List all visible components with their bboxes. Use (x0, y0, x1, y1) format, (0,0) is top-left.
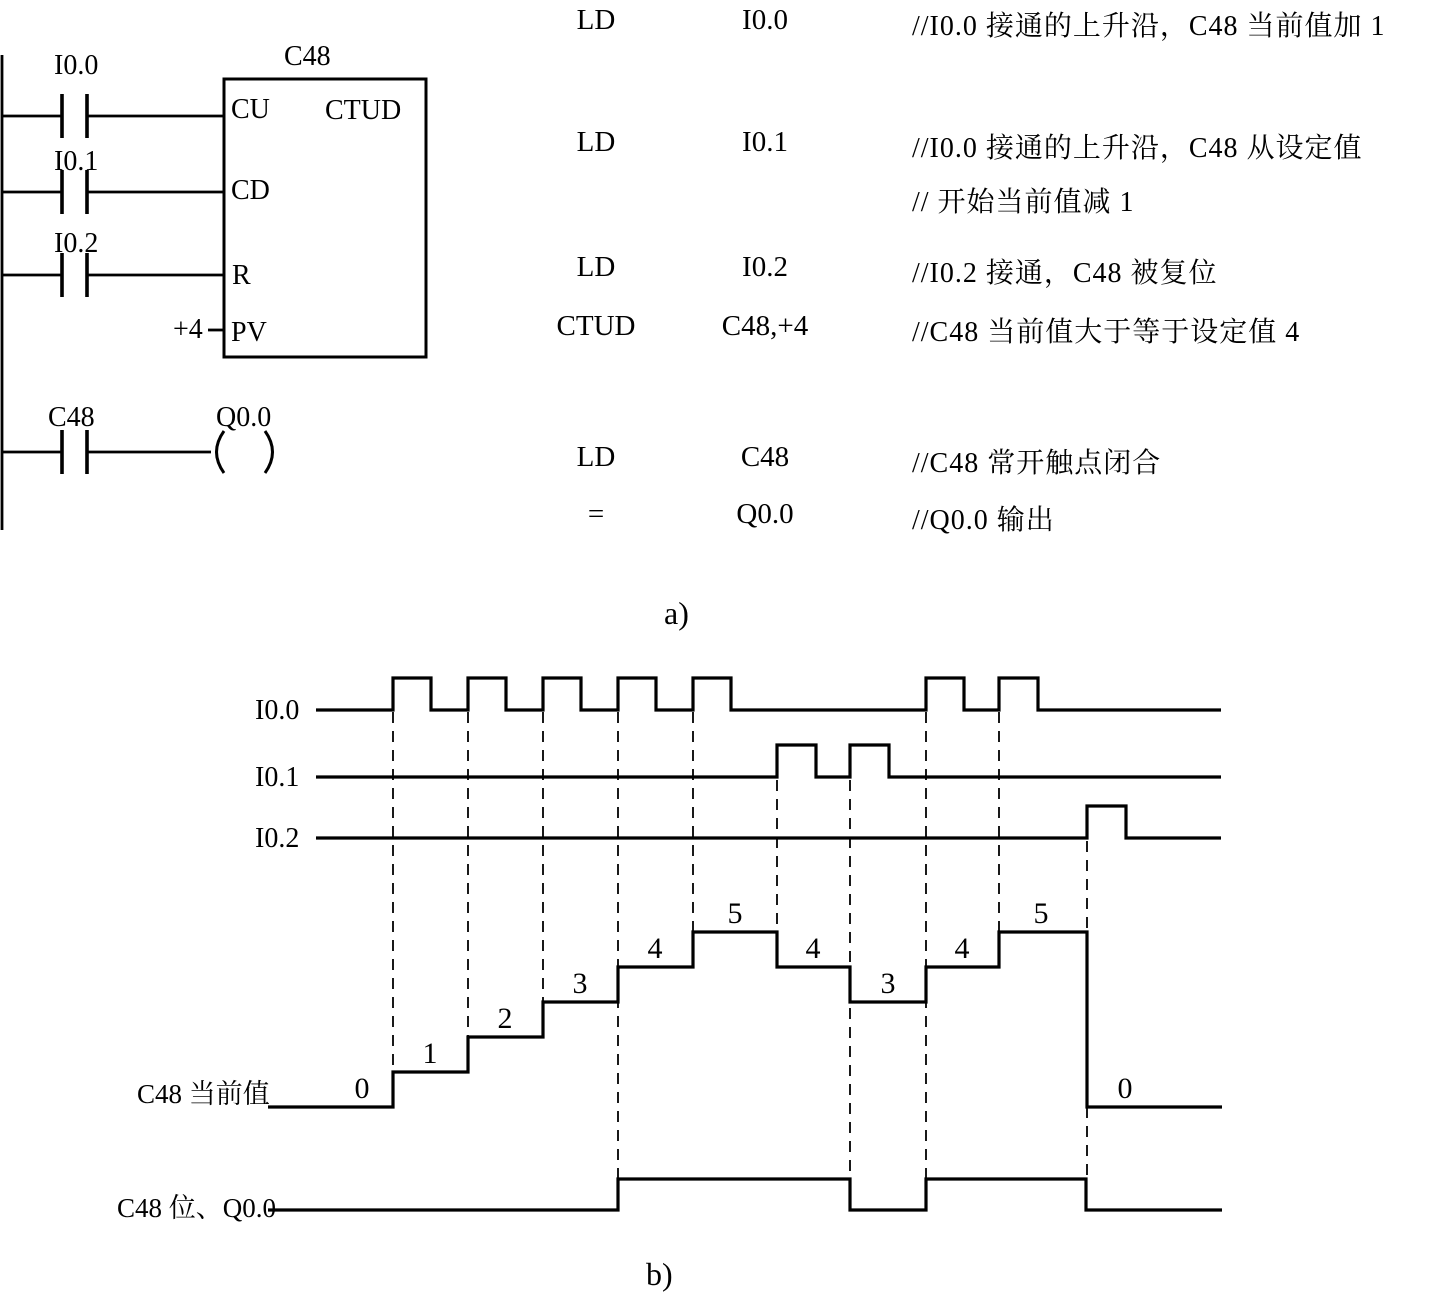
pin-cu-label: CU (231, 94, 270, 125)
stl-comment-continuation: // 开始当前值减 1 (912, 187, 1135, 218)
step-value-label: 4 (647, 932, 663, 965)
step-value-label: 4 (954, 932, 970, 965)
timing-diagram (268, 678, 1222, 1210)
contact-i02-label: I0.2 (54, 228, 99, 259)
stl-operand: Q0.0 (736, 498, 794, 530)
caption-a: a) (664, 595, 689, 631)
pin-pv-label: PV (231, 317, 267, 348)
waveform-c48-current-value (268, 932, 1222, 1107)
stl-op: LD (576, 4, 616, 36)
stl-operand: C48,+4 (721, 310, 809, 342)
step-value-label: 0 (354, 1072, 370, 1105)
contact-c48-label: C48 (48, 402, 95, 433)
stl-operand: I0.2 (742, 251, 788, 283)
step-value-label: 0 (1117, 1072, 1133, 1105)
signal-label-i02: I0.2 (255, 823, 300, 854)
pin-r-label: R (232, 260, 251, 291)
contact-i01-label: I0.1 (54, 146, 99, 177)
signal-label-current-value: C48 当前值 (137, 1079, 270, 1109)
signal-label-i00: I0.0 (255, 695, 300, 726)
stl-comment: //Q0.0 输出 (912, 505, 1055, 536)
counter-box-title: C48 (284, 41, 331, 72)
stl-comment: //C48 当前值大于等于设定值 4 (912, 317, 1301, 348)
waveform-i02 (316, 806, 1221, 838)
waveform-i00 (316, 678, 1221, 710)
waveform-i01 (316, 745, 1221, 777)
coil-q00-symbol (217, 431, 273, 473)
stl-op: LD (576, 441, 616, 473)
stl-comment: //I0.2 接通，C48 被复位 (912, 258, 1218, 289)
stl-comment: //I0.0 接通的上升沿，C48 从设定值 (912, 133, 1363, 164)
step-value-label: 3 (880, 967, 896, 1000)
step-value-label: 5 (1033, 897, 1049, 930)
step-value-label: 5 (727, 897, 743, 930)
waveform-c48bit-q00 (268, 1179, 1222, 1210)
step-value-label: 4 (805, 932, 821, 965)
step-value-label: 1 (422, 1037, 438, 1070)
stl-comment: //I0.0 接通的上升沿，C48 当前值加 1 (912, 11, 1386, 42)
counter-type-label: CTUD (325, 95, 402, 126)
stl-comment: //C48 常开触点闭合 (912, 448, 1162, 479)
stl-op: CTUD (556, 310, 636, 342)
step-value-label: 2 (497, 1002, 513, 1035)
pin-cd-label: CD (231, 175, 270, 206)
stl-op: LD (576, 126, 616, 158)
contact-i00-label: I0.0 (54, 50, 99, 81)
stl-operand: C48 (740, 441, 790, 473)
caption-b: b) (646, 1256, 673, 1292)
signal-label-i01: I0.1 (255, 762, 300, 793)
stl-operand: I0.1 (742, 126, 788, 158)
signal-label-bit-output: C48 位、Q0.0 (117, 1193, 277, 1223)
stl-op: = (587, 498, 605, 530)
stl-op: LD (576, 251, 616, 283)
contact-c48-symbol (62, 430, 87, 474)
stl-operand: I0.0 (742, 4, 788, 36)
pv-value-label: +4 (173, 314, 203, 345)
coil-q00-label: Q0.0 (216, 402, 272, 433)
step-value-label: 3 (572, 967, 588, 1000)
contact-i00-symbol (62, 94, 87, 138)
